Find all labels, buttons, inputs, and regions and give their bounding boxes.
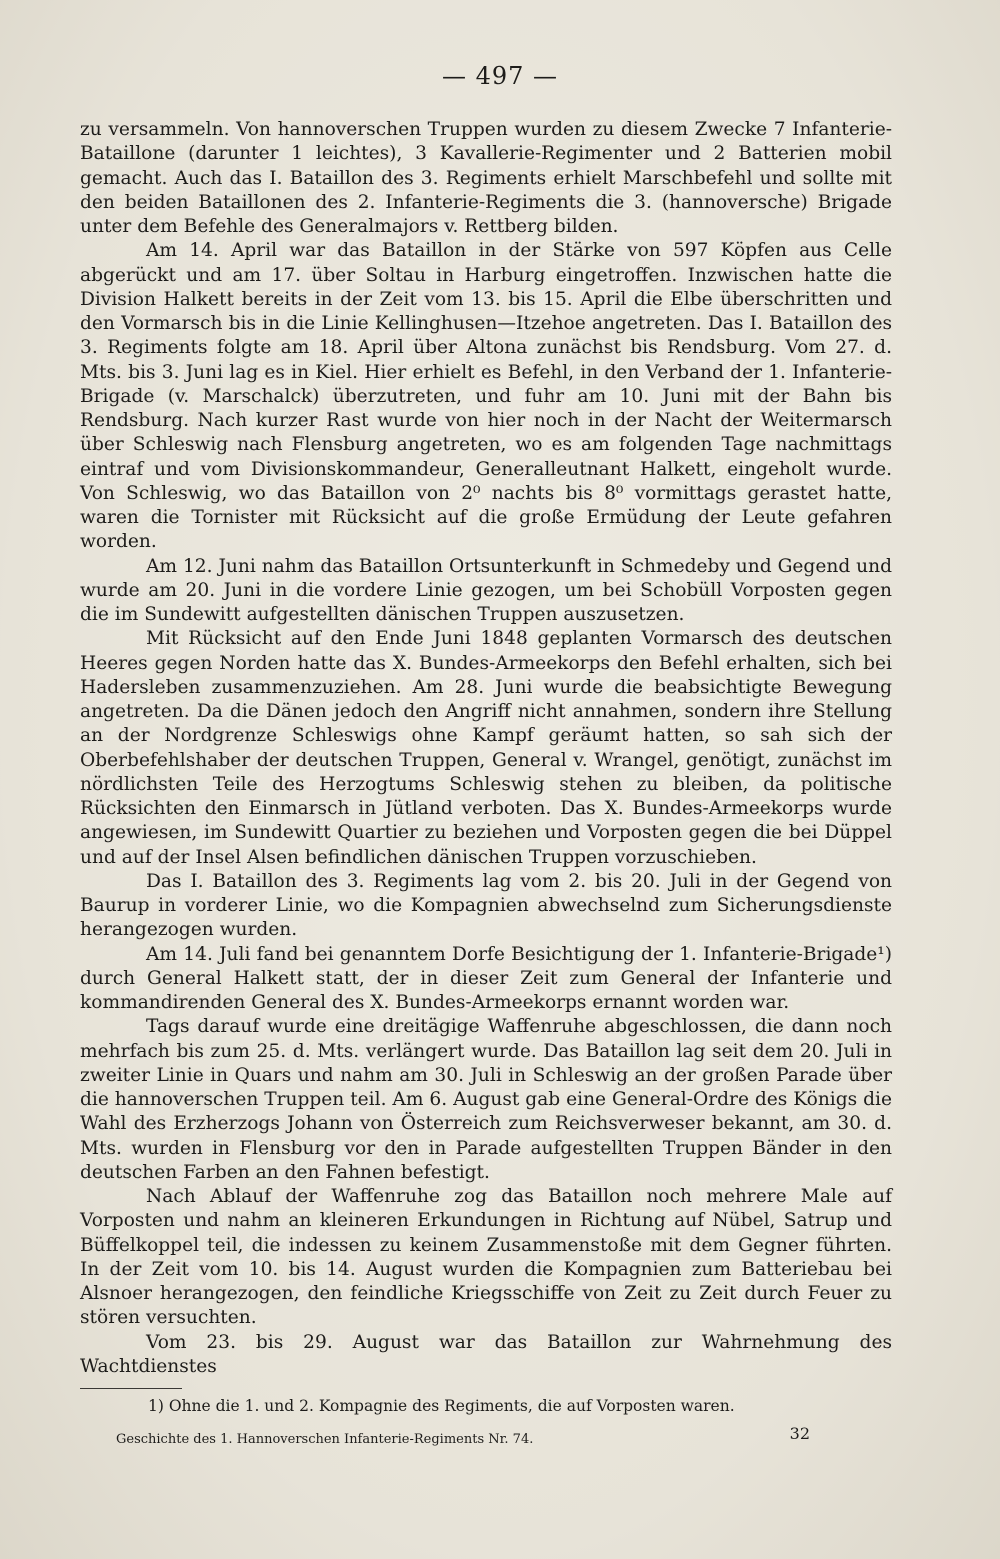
paragraph: zu versammeln. Von hannoverschen Truppen wurden zu diesem Zwecke 7 Infanterie-Bataillone (darunter 1 leichtes), 3 Kavallerie-Regimenter und 2 Batterien mobil gemacht. Auch das I. Bataillon des 3. Regiments erhielt Marschbefehl und sollte mit den beiden Bataillonen des 2. Infanterie-Regiments die 3. (hannoversche) Brigade unter dem Befehle des Generalmajors v. Rettberg bilden. [80, 119, 892, 237]
footnote-divider [80, 1388, 182, 1389]
body-text [80, 118, 892, 1379]
paragraph: Tags darauf wurde eine dreitägige Waffenruhe abgeschlossen, die dann noch mehrfach bis zum 25. d. Mts. verlängert wurde. Das Bataillon lag seit dem 20. Juli in zweiter Linie in Quars und nahm am 30. Juli in Schleswig an der großen Parade über die hannoverschen Truppen teil. Am 6. August gab eine General-Ordre des Königs die Wahl des Erzherzogs Johann von Österreich zum Reichsverweser bekannt, am 30. d. Mts. wurden in Flensburg vor den in Parade aufgestellten Truppen Bänder in den deutschen Farben an den Fahnen befestigt. [80, 1016, 892, 1183]
paragraph: Am 12. Juni nahm das Bataillon Ortsunterkunft in Schmedeby und Gegend und wurde am 20. Juni in die vordere Linie gezogen, um bei Schobüll Vorposten gegen die im Sundewitt aufgestellten dänischen Truppen auszusetzen. [80, 555, 892, 625]
paragraph: Nach Ablauf der Waffenruhe zog das Bataillon noch mehrere Male auf Vorposten und nahm an kleineren Erkundungen in Richtung auf Nübel, Satrup und Büffelkoppel teil, die indessen zu keinem Zusammenstoße mit dem Gegner führten. In der Zeit vom 10. bis 14. August wurden die Kompagnien zum Batteriebau bei Alsnoer herangezogen, den feindliche Kriegsschiffe von Zeit zu Zeit durch Feuer zu stören versuchten. [80, 1186, 892, 1329]
footnote: 1) Ohne die 1. und 2. Kompagnie des Regiments, die auf Vorposten waren. [148, 1397, 735, 1415]
page-number: — 497 — [441, 62, 559, 90]
signature-line [80, 1424, 892, 1450]
paragraph: Das I. Bataillon des 3. Regiments lag vom 2. bis 20. Juli in der Gegend von Baurup in vorderer Linie, wo die Kompagnien abwechselnd zum Sicherungsdienste herangezogen wurden. [80, 870, 892, 941]
paragraph: Mit Rücksicht auf den Ende Juni 1848 geplanten Vormarsch des deutschen Heeres gegen Norden hatte das X. Bundes-Armeekorps den Befehl erhalten, sich bei Hadersleben zusammenzuziehen. Am 28. Juni wurde die beabsichtigte Bewegung angetreten. Da die Dänen jedoch den Angriff nicht annahmen, sondern ihre Stellung an der Nordgrenze Schleswigs ohne Kampf geräumt hatten, so sah sich der Oberbefehlshaber der deutschen Truppen, General v. Wrangel, genötigt, zunächst im nördlichsten Teile des Herzogtums Schleswig stehen zu bleiben, da politische Rücksichten den Einmarsch in Jütland verboten. Das X. Bundes-Armeekorps wurde angewiesen, im Sundewitt Quartier zu beziehen und Vorposten gegen die bei Düppel und auf der Insel Alsen befindlichen dänischen Truppen vorzuschieben. [80, 628, 892, 868]
paragraph: Am 14. April war das Bataillon in der Stärke von 597 Köpfen aus Celle abgerückt und am 17. über Soltau in Harburg eingetroffen. Inzwischen hatte die Division Halkett bereits in der Zeit vom 13. bis 15. April die Elbe überschritten und den Vormarsch bis in die Linie Kellinghusen—Itzehoe angetreten. Das I. Bataillon des 3. Regiments folgte am 18. April über Altona zunächst bis Rendsburg. Vom 27. d. Mts. bis 3. Juni lag es in Kiel. Hier erhielt es Befehl, in den Verband der 1. Infanterie-Brigade (v. Marschalck) überzutreten, und fuhr am 10. Juni mit der Bahn bis Rendsburg. Nach kurzer Rast wurde von hier noch in der Nacht der Weitermarsch über Schleswig nach Flensburg angetreten, wo es am folgenden Tage nachmittags eintraf und vom Divisionskommandeur, Generalleutnant Halkett, eingeholt wurde. Von Schleswig, wo das Bataillon von 2⁰ nachts bis 8⁰ vormittags gerastet hatte, waren die Tornister mit Rücksicht auf die große Ermüdung der Leute gefahren worden. [80, 240, 892, 553]
paragraph: Vom 23. bis 29. August war das Bataillon zur Wahrnehmung des Wachtdienstes [80, 1331, 892, 1377]
signature-mark: 32 [789, 1424, 810, 1443]
book-signature: Geschichte des 1. Hannoverschen Infanterie-Regiments Nr. 74. [116, 1432, 534, 1447]
paragraph: Am 14. Juli fand bei genanntem Dorfe Besichtigung der 1. Infanterie-Brigade¹) durch General Halkett statt, der in dieser Zeit zum General der Infanterie und kommandirenden General des X. Bundes-Armeekorps ernannt worden war. [80, 943, 892, 1013]
